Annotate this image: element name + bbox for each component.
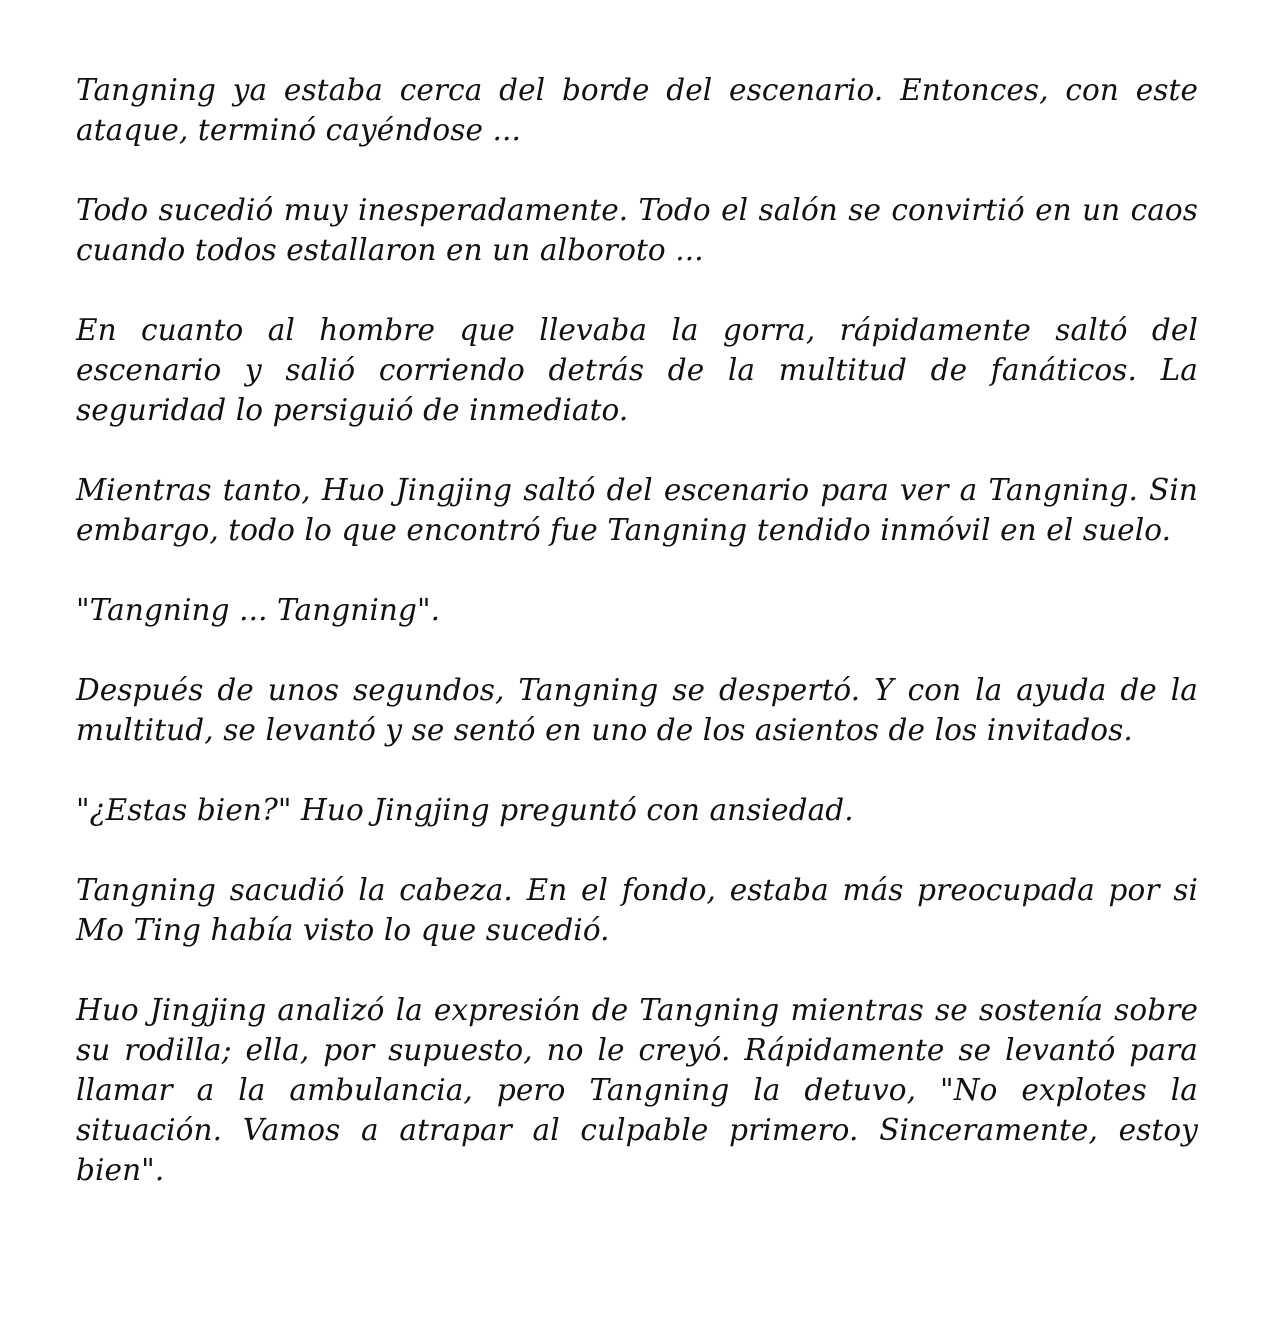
paragraph-9: Huo Jingjing analizó la expresión de Tangning mientras se sostenía sobre su rodilla; ella, por supuesto, no le creyó. Rápidamente se levantó para llamar a la ambulancia, pero Tangning la detuvo, "No explotes la situación. Vamos a atrapar al culpable primero. Sinceramente, estoy bien". — [76, 993, 1198, 1187]
paragraph-6: Después de unos segundos, Tangning se despertó. Y con la ayuda de la multitud, se levantó y se sentó en uno de los asientos de los invitados. — [76, 673, 1198, 747]
paragraph-4: Mientras tanto, Huo Jingjing saltó del escenario para ver a Tangning. Sin embargo, todo lo que encontró fue Tangning tendido inmóvil en el suelo. — [76, 473, 1198, 547]
document-body — [76, 70, 1198, 1190]
paragraph-3: En cuanto al hombre que llevaba la gorra, rápidamente saltó del escenario y salió corriendo detrás de la multitud de fanáticos. La seguridad lo persiguió de inmediato. — [76, 313, 1198, 427]
paragraph-2: Todo sucedió muy inesperadamente. Todo el salón se convirtió en un caos cuando todos estallaron en un alboroto ... — [76, 193, 1198, 267]
paragraph-7: "¿Estas bien?" Huo Jingjing preguntó con ansiedad. — [76, 793, 854, 827]
paragraph-1: Tangning ya estaba cerca del borde del escenario. Entonces, con este ataque, terminó cayéndose ... — [76, 73, 1198, 147]
paragraph-8: Tangning sacudió la cabeza. En el fondo, estaba más preocupada por si Mo Ting había visto lo que sucedió. — [76, 873, 1198, 947]
paragraph-5: "Tangning ... Tangning". — [76, 593, 441, 627]
